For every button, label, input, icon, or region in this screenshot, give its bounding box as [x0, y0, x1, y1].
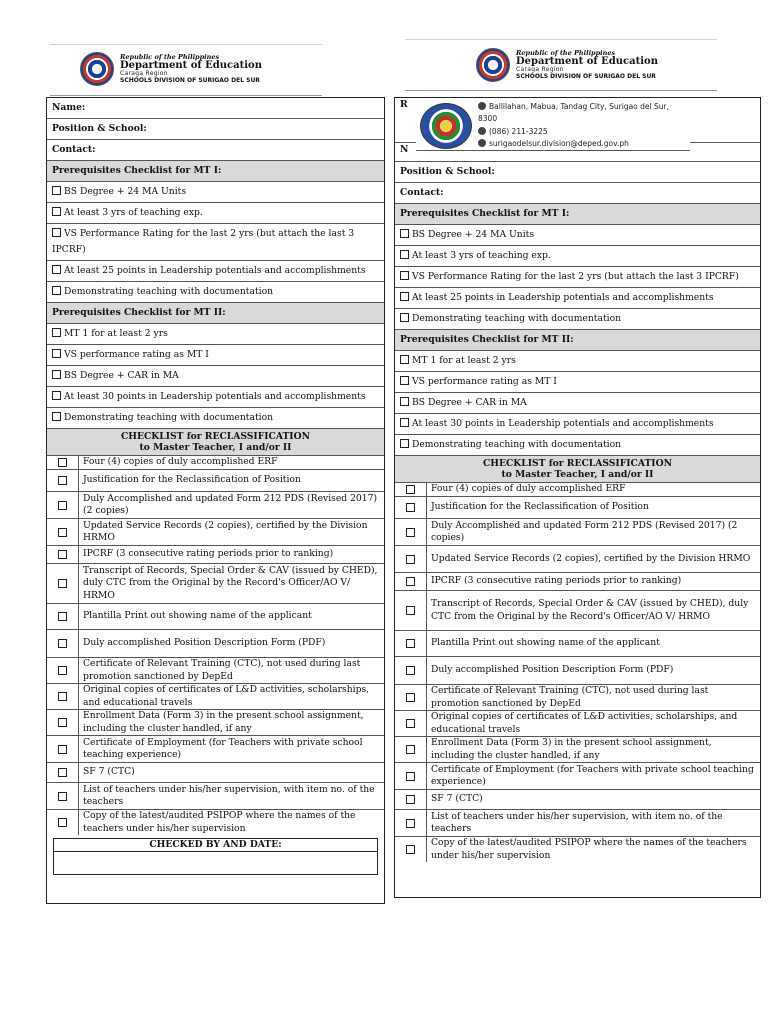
region-text: Caraga Region: [516, 66, 564, 74]
checkbox[interactable]: [58, 768, 67, 777]
checkbox[interactable]: [58, 476, 67, 485]
checkbox[interactable]: [400, 229, 409, 238]
checkbox[interactable]: [52, 207, 61, 216]
checklist-item[interactable]: SF 7 (CTC): [47, 763, 384, 783]
checklist-item[interactable]: IPCRF (3 consecutive rating periods prior to ranking): [395, 573, 760, 591]
location-icon: [478, 102, 486, 110]
checklist-item[interactable]: Copy of the latest/audited PSIPOP where the names of the teachers under his/her supervision: [47, 810, 384, 835]
checklist-item[interactable]: Justification for the Reclassification of Position: [47, 470, 384, 492]
mt1-item[interactable]: Demonstrating teaching with documentation: [47, 282, 384, 303]
checkbox[interactable]: [406, 666, 415, 675]
checkbox[interactable]: [400, 439, 409, 448]
republic-text: Republic of the Philippines: [516, 49, 616, 58]
checkbox[interactable]: [406, 845, 415, 854]
republic-text: Republic of the Philippines: [120, 53, 220, 62]
checkbox[interactable]: [400, 397, 409, 406]
checkbox[interactable]: [400, 376, 409, 385]
mt2-heading: Prerequisites Checklist for MT II:: [47, 303, 384, 324]
checkbox[interactable]: [58, 501, 67, 510]
checklist-form-left: [46, 97, 385, 904]
division-logo-icon: [420, 103, 472, 149]
checkbox[interactable]: [58, 745, 67, 754]
checkbox[interactable]: [400, 355, 409, 364]
checkbox[interactable]: [406, 719, 415, 728]
checkbox[interactable]: [52, 265, 61, 274]
mt2-item[interactable]: VS performance rating as MT I: [395, 372, 760, 393]
checkbox[interactable]: [58, 579, 67, 588]
checkbox[interactable]: [58, 792, 67, 801]
checklist-item[interactable]: Duly accomplished Position Description Form (PDF): [395, 657, 760, 685]
checklist-item[interactable]: Certificate of Employment (for Teachers with private school teaching experience): [47, 736, 384, 763]
checkbox[interactable]: [406, 795, 415, 804]
checklist-title: CHECKLIST for RECLASSIFICATION to Master Teacher, I and/or II: [395, 456, 760, 483]
checkbox[interactable]: [406, 819, 415, 828]
divider-line: [50, 44, 322, 45]
department-text: Department of Education: [120, 59, 262, 71]
checklist-item[interactable]: List of teachers under his/her supervision, with item no. of the teachers: [47, 783, 384, 810]
letterhead-right: [476, 48, 658, 82]
deped-seal-icon: [476, 48, 510, 82]
mt1-item[interactable]: At least 25 points in Leadership potentials and accomplishments: [47, 261, 384, 282]
checked-by-input[interactable]: [54, 852, 377, 874]
mt1-item[interactable]: At least 25 points in Leadership potentials and accomplishments: [395, 288, 760, 309]
checklist-item[interactable]: Duly accomplished Position Description Form (PDF): [47, 630, 384, 658]
contact-field[interactable]: Contact:: [395, 183, 760, 204]
checkbox[interactable]: [58, 612, 67, 621]
region-text: Caraga Region: [120, 70, 168, 78]
mt2-item[interactable]: At least 30 points in Leadership potentials and accomplishments: [395, 414, 760, 435]
checklist-item[interactable]: Updated Service Records (2 copies), certified by the Division HRMO: [395, 546, 760, 573]
email-line: surigaodelsur.division@deped.gov.ph: [478, 138, 690, 151]
email-icon: [478, 139, 486, 147]
checkbox[interactable]: [58, 639, 67, 648]
deped-seal-icon: [80, 52, 114, 86]
mt1-item[interactable]: VS Performance Rating for the last 2 yrs (but attach the last 3 IPCRF): [47, 224, 384, 261]
checkbox[interactable]: [52, 349, 61, 358]
checkbox[interactable]: [406, 485, 415, 494]
checklist-item[interactable]: Four (4) copies of duly accomplished ERF: [47, 456, 384, 470]
mt2-item[interactable]: BS Degree + CAR in MA: [47, 366, 384, 387]
checklist-item[interactable]: Transcript of Records, Special Order & CAV (issued by CHED), duly CTC from the Original by the Record's Officer/AO V/ HRMO: [47, 564, 384, 604]
division-text: SCHOOLS DIVISION OF SURIGAO DEL SUR: [120, 76, 260, 84]
partial-name-letter-r: R: [400, 99, 408, 110]
mt2-item[interactable]: At least 30 points in Leadership potentials and accomplishments: [47, 387, 384, 408]
mt2-item[interactable]: MT 1 for at least 2 yrs: [47, 324, 384, 345]
mt2-item[interactable]: VS performance rating as MT I: [47, 345, 384, 366]
mt1-item[interactable]: At least 3 yrs of teaching exp.: [395, 246, 760, 267]
contact-field[interactable]: Contact:: [47, 140, 384, 161]
checkbox[interactable]: [58, 692, 67, 701]
checklist-title: CHECKLIST for RECLASSIFICATION to Master Teacher, I and/or II: [47, 429, 384, 456]
checkbox[interactable]: [52, 391, 61, 400]
name-field[interactable]: Name:: [47, 98, 384, 119]
checkbox[interactable]: [400, 250, 409, 259]
mt2-item[interactable]: Demonstrating teaching with documentation: [395, 435, 760, 456]
mt2-heading: Prerequisites Checklist for MT II:: [395, 330, 760, 351]
checklist-item[interactable]: Enrollment Data (Form 3) in the present school assignment, including the cluster handled, if any: [47, 710, 384, 736]
checklist-item[interactable]: Duly Accomplished and updated Form 212 PDS (Revised 2017) (2 copies): [47, 492, 384, 519]
checkbox[interactable]: [406, 555, 415, 564]
checkbox[interactable]: [400, 292, 409, 301]
checkbox[interactable]: [52, 328, 61, 337]
checkbox[interactable]: [400, 418, 409, 427]
checkbox[interactable]: [406, 503, 415, 512]
checklist-form-right: [394, 97, 761, 898]
partial-name-letter-n: N: [400, 144, 409, 155]
divider-line: [405, 90, 717, 91]
checkbox[interactable]: [58, 666, 67, 675]
checkbox[interactable]: [406, 606, 415, 615]
checklist-item[interactable]: Updated Service Records (2 copies), certified by the Division HRMO: [47, 519, 384, 546]
checklist-item[interactable]: Duly Accomplished and updated Form 212 PDS (Revised 2017) (2 copies): [395, 519, 760, 546]
checkbox[interactable]: [52, 228, 61, 237]
checkbox[interactable]: [406, 528, 415, 537]
phone-line: (086) 211-3225: [478, 126, 690, 139]
divider-line: [405, 39, 717, 40]
mt1-item[interactable]: VS Performance Rating for the last 2 yrs (but attach the last 3 IPCRF): [395, 267, 760, 288]
checklist-item[interactable]: Original copies of certificates of L&D activities, scholarships, and educational travels: [395, 711, 760, 737]
checklist-item[interactable]: List of teachers under his/her supervision, with item no. of the teachers: [395, 810, 760, 837]
checklist-item[interactable]: Certificate of Relevant Training (CTC), not used during last promotion sanctioned by DepEd: [47, 658, 384, 684]
checklist-item[interactable]: Copy of the latest/audited PSIPOP where the names of the teachers under his/her supervision: [395, 837, 760, 862]
checkbox[interactable]: [52, 370, 61, 379]
checked-by-label: CHECKED BY AND DATE:: [54, 839, 377, 852]
position-school-field[interactable]: Position & School:: [47, 119, 384, 140]
checkbox[interactable]: [52, 286, 61, 295]
address-overlay: [416, 101, 690, 151]
checkbox[interactable]: [406, 577, 415, 586]
checklist-item[interactable]: Transcript of Records, Special Order & CAV (issued by CHED), duly CTC from the Original by the Record's Officer/AO V/ HRMO: [395, 591, 760, 631]
checklist-item[interactable]: Plantilla Print out showing name of the applicant: [395, 631, 760, 657]
checkbox[interactable]: [58, 718, 67, 727]
letterhead-left: [80, 52, 262, 86]
checked-by-box: [53, 838, 378, 875]
address-line: Ballilahan, Mabua, Tandag City, Surigao del Sur, 8300: [478, 101, 669, 123]
checkbox[interactable]: [406, 772, 415, 781]
checkbox[interactable]: [52, 412, 61, 421]
mt2-item[interactable]: BS Degree + CAR in MA: [395, 393, 760, 414]
checkbox[interactable]: [406, 639, 415, 648]
divider-line: [50, 95, 322, 96]
checklist-item[interactable]: Enrollment Data (Form 3) in the present school assignment, including the cluster handled, if any: [395, 737, 760, 763]
checkbox[interactable]: [406, 693, 415, 702]
mt2-item[interactable]: Demonstrating teaching with documentation: [47, 408, 384, 429]
mt1-item[interactable]: Demonstrating teaching with documentation: [395, 309, 760, 330]
mt1-item[interactable]: BS Degree + 24 MA Units: [47, 182, 384, 203]
checkbox[interactable]: [400, 313, 409, 322]
division-text: SCHOOLS DIVISION OF SURIGAO DEL SUR: [516, 72, 656, 80]
checklist-item[interactable]: Certificate of Employment (for Teachers with private school teaching experience): [395, 763, 760, 790]
checkbox[interactable]: [58, 818, 67, 827]
checkbox[interactable]: [58, 458, 67, 467]
checkbox[interactable]: [52, 186, 61, 195]
mt2-item[interactable]: MT 1 for at least 2 yrs: [395, 351, 760, 372]
checklist-item[interactable]: SF 7 (CTC): [395, 790, 760, 810]
mt1-item[interactable]: BS Degree + 24 MA Units: [395, 225, 760, 246]
checkbox[interactable]: [400, 271, 409, 280]
checklist-item[interactable]: Justification for the Reclassification of Position: [395, 497, 760, 519]
checklist-item[interactable]: Plantilla Print out showing name of the applicant: [47, 604, 384, 630]
checklist-item[interactable]: Original copies of certificates of L&D activities, scholarships, and educational travels: [47, 684, 384, 710]
phone-icon: [478, 127, 486, 135]
mt1-heading: Prerequisites Checklist for MT I:: [395, 204, 760, 225]
checkbox[interactable]: [58, 550, 67, 559]
mt1-heading: Prerequisites Checklist for MT I:: [47, 161, 384, 182]
position-school-field[interactable]: Position & School:: [395, 162, 760, 183]
checklist-item[interactable]: Certificate of Relevant Training (CTC), not used during last promotion sanctioned by DepEd: [395, 685, 760, 711]
checklist-item[interactable]: Four (4) copies of duly accomplished ERF: [395, 483, 760, 497]
checkbox[interactable]: [58, 528, 67, 537]
checkbox[interactable]: [406, 745, 415, 754]
checklist-item[interactable]: IPCRF (3 consecutive rating periods prior to ranking): [47, 546, 384, 564]
mt1-item[interactable]: At least 3 yrs of teaching exp.: [47, 203, 384, 224]
department-text: Department of Education: [516, 55, 658, 67]
